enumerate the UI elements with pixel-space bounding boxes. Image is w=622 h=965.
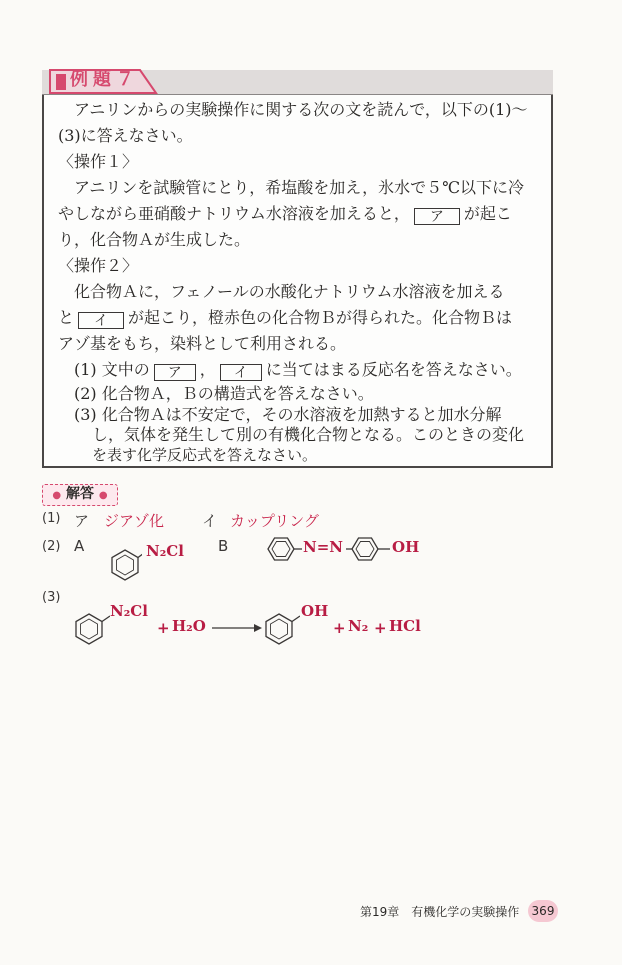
question-2-text: 化合物Ａ，Ｂの構造式を答えなさい。 xyxy=(101,384,374,403)
question-3-line-2: し，気体を発生して別の有機化合物となる。このときの変化 xyxy=(92,425,525,444)
page-number: 369 xyxy=(528,900,558,922)
question-3 xyxy=(74,405,501,425)
question-2 xyxy=(74,384,374,404)
example-title: 例題７ xyxy=(70,69,139,90)
footer-chapter: 第19章 有機化学の実験操作 xyxy=(360,905,520,919)
plus-sign-3: + xyxy=(374,619,387,637)
operation-1-line-3: り，化合物Ａが生成した。 xyxy=(58,230,251,249)
dot-icon: ● xyxy=(98,490,108,501)
azo-bridge: N=N xyxy=(303,538,343,556)
answer-1-value-i: カップリング xyxy=(230,512,319,530)
plus-sign-2: + xyxy=(333,619,346,637)
question-1-blank-i: イ xyxy=(220,364,262,381)
answer-2-label-a: A xyxy=(74,537,85,555)
operation-1-line-2-text: やしながら亜硝酸ナトリウム水溶液を加えると， xyxy=(58,204,410,223)
intro-line-2: (3)に答えなさい。 xyxy=(58,126,193,145)
blank-i: イ xyxy=(78,312,124,329)
intro-line-1: アニリンからの実験操作に関する次の文を読んで，以下の(1)～ xyxy=(74,100,528,119)
question-1-text-a: 文中の xyxy=(101,360,150,379)
operation-2-line-1: 化合物Ａに，フェノールの水酸化ナトリウム水溶液を加える xyxy=(74,282,505,301)
compound-a-group: N₂Cl xyxy=(146,542,184,560)
answer-2-label-b: B xyxy=(218,537,229,555)
dot-icon: ● xyxy=(52,490,62,501)
question-1-blank-a: ア xyxy=(154,364,196,381)
product-group: OH xyxy=(301,602,329,620)
question-1-number: (1) xyxy=(74,360,97,379)
question-3-line-1: 化合物Ａは不安定で，その水溶液を加熱すると加水分解 xyxy=(101,405,502,424)
answer-badge xyxy=(42,484,118,506)
question-2-number: (2) xyxy=(74,384,97,403)
operation-2-line-2 xyxy=(58,308,512,328)
question-3-line-3: を表す化学反応式を答えなさい。 xyxy=(92,446,318,464)
benzene-ring-d-icon xyxy=(262,612,300,646)
benzene-ring-b2-icon xyxy=(346,536,392,562)
benzene-ring-c-icon xyxy=(72,612,110,646)
operation-2-line-2-head: と xyxy=(58,308,75,327)
question-1 xyxy=(74,360,522,380)
answer-2-number: (2) xyxy=(42,539,61,554)
benzene-ring-a-icon xyxy=(108,548,142,582)
operation-1-line-2 xyxy=(58,204,512,224)
blank-a: ア xyxy=(414,208,460,225)
reaction-arrow-icon xyxy=(212,622,262,634)
reactant-group: N₂Cl xyxy=(110,602,148,620)
operation-2-line-3: アゾ基をもち，染料として利用される。 xyxy=(58,334,347,353)
answer-3-number: (3) xyxy=(42,590,61,605)
water: H₂O xyxy=(172,617,206,635)
nitrogen: N₂ xyxy=(348,617,369,635)
operation-2-line-2-text: が起こり，橙赤色の化合物Ｂが得られた。化合物Ｂは xyxy=(128,308,513,327)
question-1-text-b: に当てはまる反応名を答えなさい。 xyxy=(265,360,522,379)
operation-1-line-2-tail: が起こ xyxy=(463,204,512,223)
answer-1-label-i: イ xyxy=(202,512,218,530)
answer-1-number: (1) xyxy=(42,511,61,526)
question-1-sep: ， xyxy=(199,360,216,379)
benzene-ring-b1-icon xyxy=(262,536,302,562)
operation-1-line-1: アニリンを試験管にとり，希塩酸を加え，氷水で５℃以下に冷 xyxy=(74,178,525,197)
compound-b-group: OH xyxy=(392,538,420,556)
question-3-number: (3) xyxy=(74,405,97,424)
hydrogen-chloride: HCl xyxy=(389,617,421,635)
answer-1-label-a: ア xyxy=(74,512,90,530)
operation-2-heading: 〈操作２〉 xyxy=(58,256,139,275)
plus-sign-1: + xyxy=(157,619,170,637)
answer-badge-label: 解答 xyxy=(66,486,94,502)
operation-1-heading: 〈操作１〉 xyxy=(58,152,139,171)
answer-1-value-a: ジアゾ化 xyxy=(104,512,165,530)
